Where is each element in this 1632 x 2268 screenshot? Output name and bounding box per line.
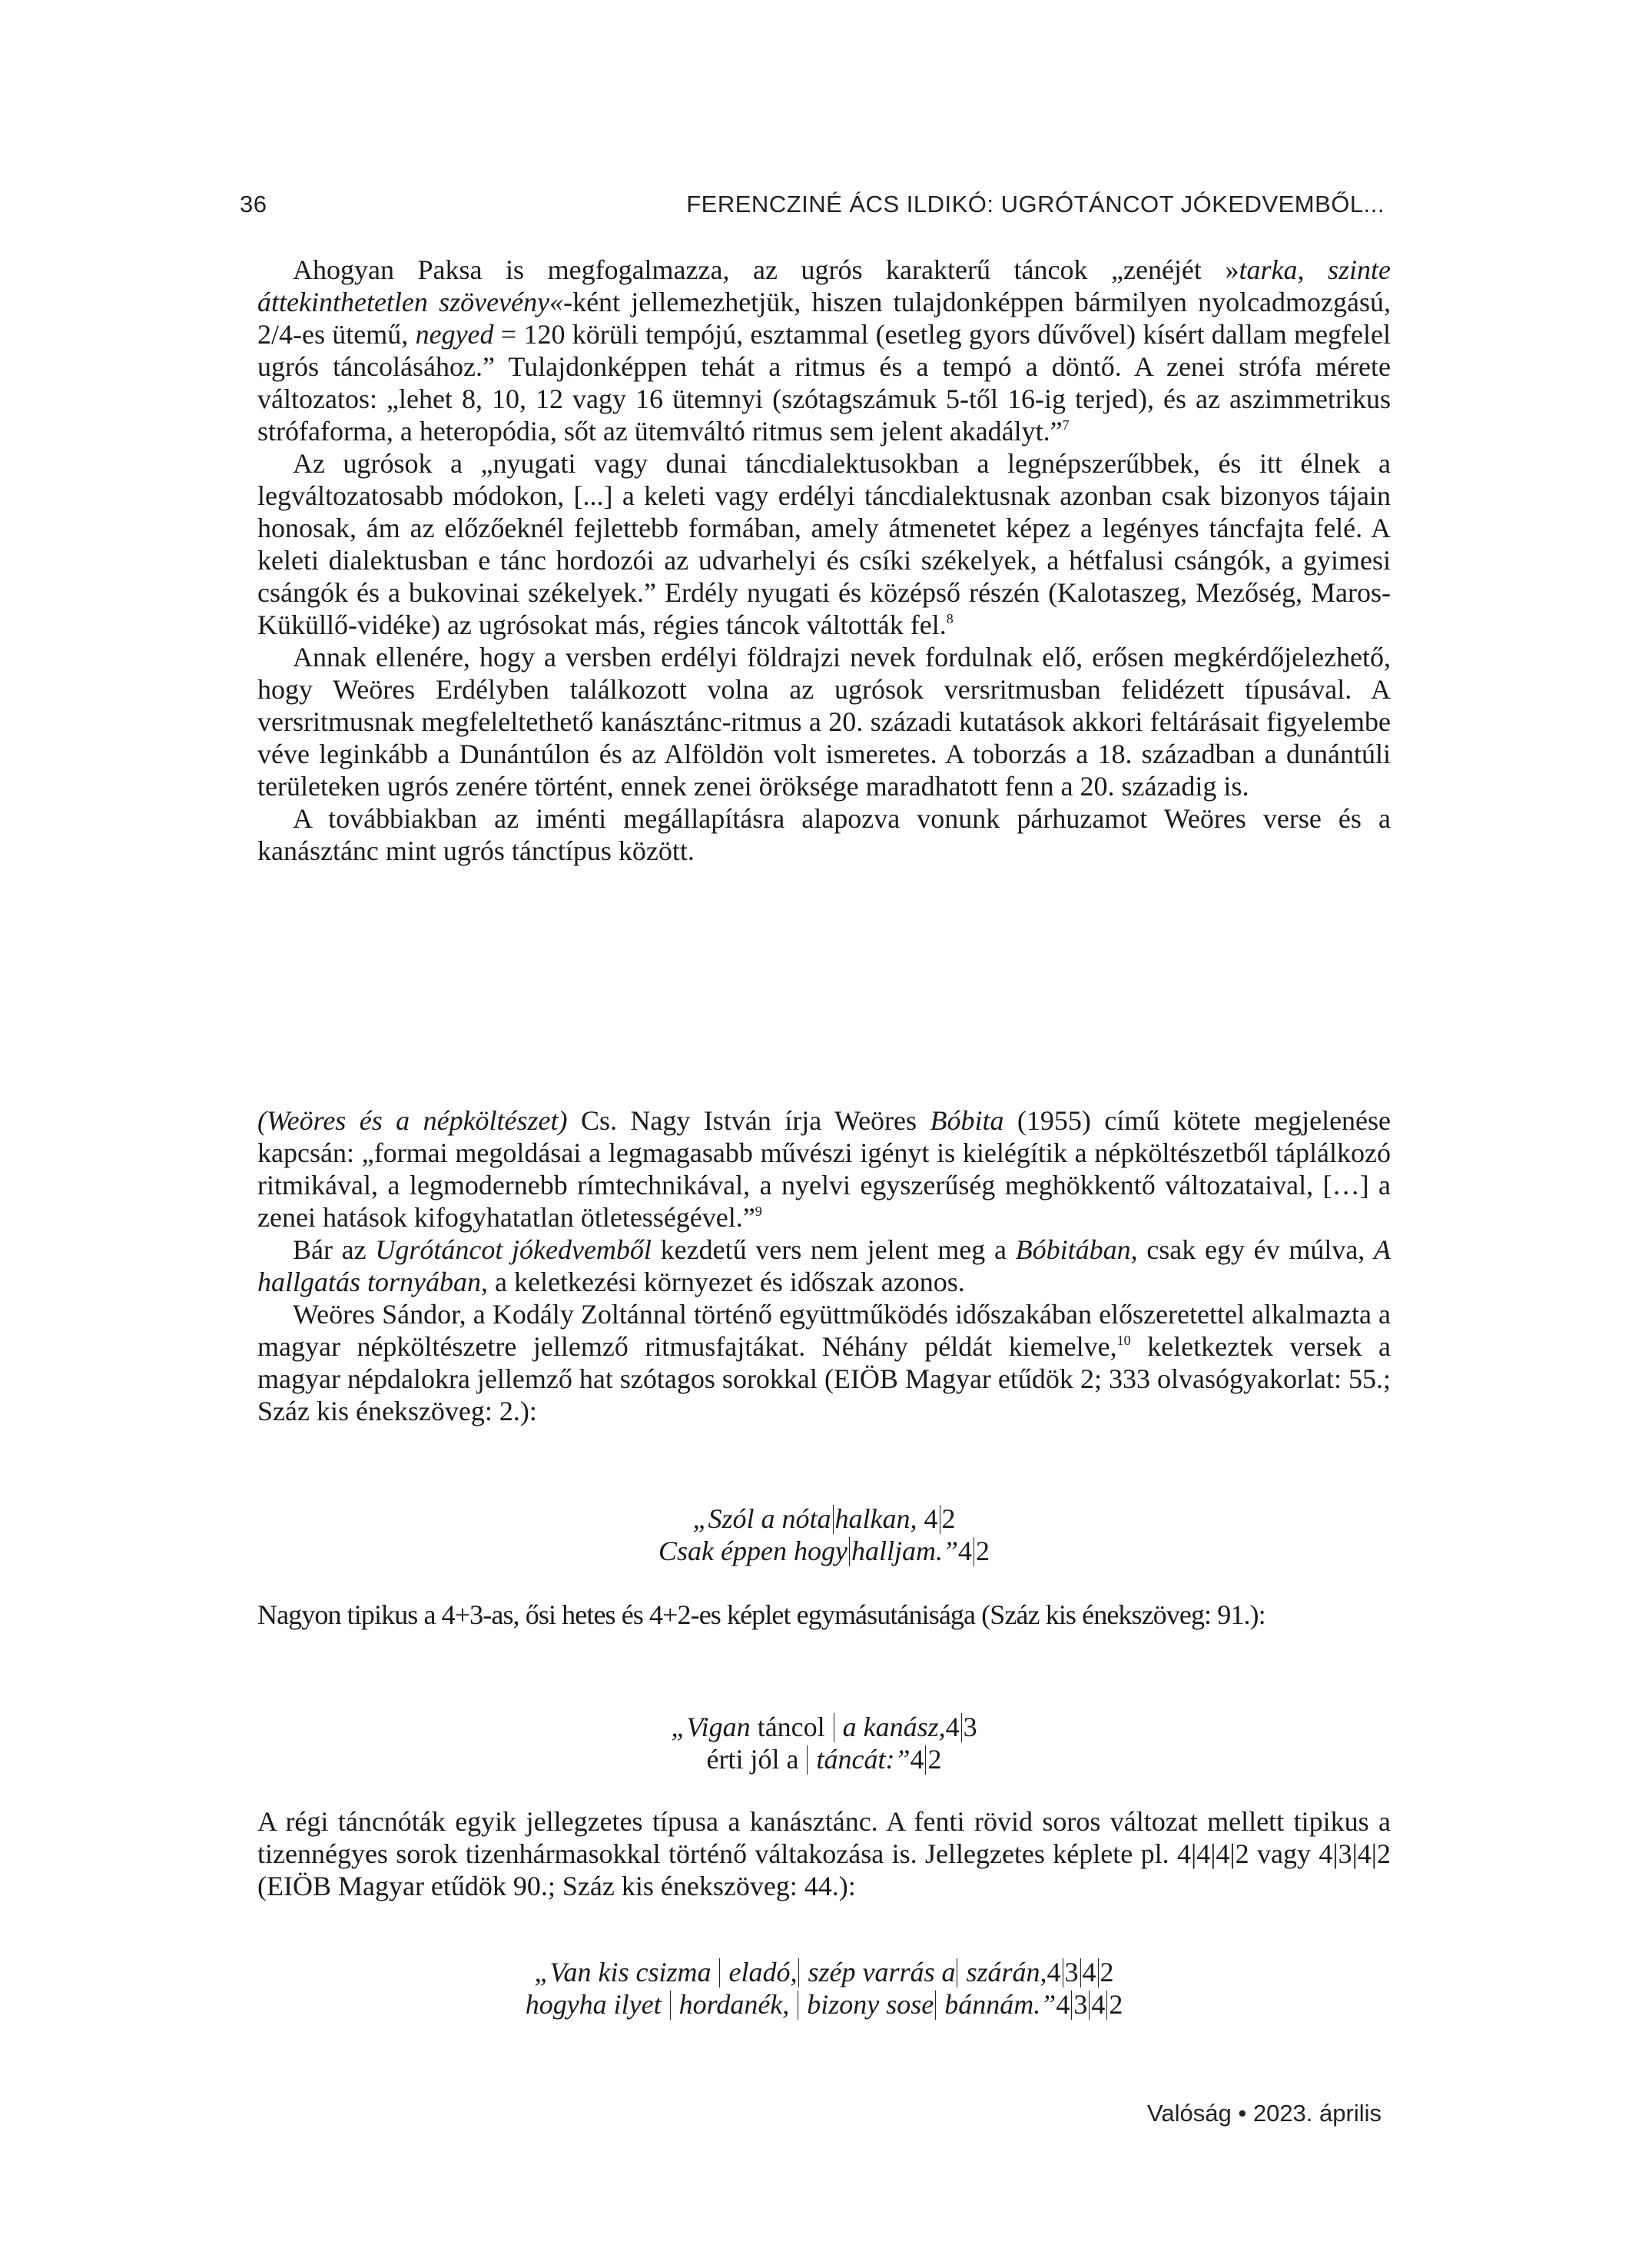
text: A régi táncnóták egyik jellegzetes típusa a kanásztánc. A fenti rövid soros változat mellett tipikus a tizennégyes sorok tizenhármasokkal történő váltakozása is. Jellegzetes képlete pl. 4|4|4|2 vagy 4|3|4|2 (EIÖB Magyar etűdök 90.; Száz kis énekszöveg: 44.): — [257, 1806, 1391, 1901]
book-title: Bóbita — [930, 1105, 1004, 1136]
text: Annak ellenére, hogy a versben erdélyi földrajzi nevek fordulnak elő, erősen megkérdőjelezhető, hogy Weöres Erdélyben találkozott volna az ugrósok versritmusban felidézett típusával. A versritmusnak megfeleltethető kanásztánc-ritmus a 20. századi kutatások akkori feltárásait figyelembe véve leginkább a Dunántúlon és az Alföldön volt ismeretes. A toborzás a 18. században a dunántúli területeken ugrós zenére történt, ennek zenei öröksége maradhatott fenn a 20. századig is. — [257, 642, 1391, 802]
paragraph-2 — [257, 447, 1391, 641]
verse-text: hogyha ilyet — [525, 1989, 668, 2020]
verse-text: szárán, — [959, 1957, 1047, 1987]
verse-text: halljam.” — [851, 1536, 958, 1566]
meter-divider — [1080, 1958, 1081, 1987]
verse-example-3 — [257, 1956, 1391, 2021]
text: , csak egy év múlva, — [1130, 1234, 1375, 1265]
footnote-ref: 10 — [1116, 1333, 1131, 1348]
meter-number: 4 — [1047, 1957, 1061, 1987]
verse-line — [257, 1535, 1391, 1567]
verse-text: hordanék, — [672, 1989, 797, 2020]
meter-number: 4 — [1082, 1957, 1096, 1987]
quote-italic: tarka, szinte áttekinthetetlen szövevény« — [257, 254, 1391, 317]
verse-text: „Van kis csizma — [534, 1957, 718, 1987]
meter-number: 2 — [1109, 1989, 1123, 2020]
page-number: 36 — [240, 191, 267, 218]
verse-text: a kanász, — [835, 1712, 946, 1742]
paragraph-9 — [257, 1805, 1391, 1902]
book-title: A hallgatás tornyában — [257, 1234, 1392, 1297]
meter-divider — [925, 1745, 926, 1775]
meter-divider — [1098, 1958, 1099, 1987]
verse-text: bánnám.” — [937, 1989, 1056, 2020]
meter-number: 3 — [1073, 1989, 1088, 2020]
paragraph-4 — [257, 802, 1391, 867]
meter-number: 2 — [975, 1536, 990, 1566]
verse-line — [257, 1711, 1391, 1743]
meter-divider — [833, 1505, 834, 1534]
article-body-part1 — [257, 254, 1391, 867]
verse-text: eladó, — [721, 1957, 798, 1987]
footnote-ref: 9 — [755, 1204, 762, 1219]
meter-divider — [807, 1745, 808, 1775]
journal-footer: Valóság • 2023. április — [1147, 2100, 1382, 2127]
verse-line — [257, 1988, 1391, 2021]
text: Ahogyan Paksa is megfogalmazza, az ugrós karakterű táncok „zenéjét » — [293, 254, 1239, 285]
poem-title: Ugrótáncot jókedvemből — [375, 1234, 652, 1265]
running-title: FERENCZINÉ ÁCS ILDIKÓ: UGRÓTÁNCOT JÓKEDVEMBŐL... — [686, 191, 1385, 218]
text: (1955) című kötete megjelenése kapcsán: „formai megoldásai a legmagasabb művészi igényt is kielégítik a népköltészetből táplálkozó ritmikával, a legmodernebb rímtechnikával, a nyelvi egyszerűség meghökkentő változataival, […] a zenei hatások kifogyhatatlan ötletességével.” — [257, 1105, 1392, 1233]
meter-divider — [849, 1537, 850, 1566]
text: Nagyon tipikus a 4+3-as, ősi hetes és 4+2-es képlet egymásutánisága (Száz kis énekszöveg: 91.): — [257, 1599, 1265, 1630]
verse-text: táncát:” — [809, 1744, 911, 1775]
paragraph-6 — [257, 1234, 1391, 1298]
text: Cs. Nagy István írja Weöres — [567, 1105, 930, 1136]
book-title: Bóbitában — [1015, 1234, 1131, 1265]
meter-divider — [798, 1958, 799, 1987]
verse-text: halkan, — [834, 1503, 917, 1534]
text: -ként jellemezhetjük, hiszen tulajdonképpen bármilyen nyolcadmozgású, 2/4-es ütemű, — [257, 287, 1391, 350]
meter-number: 4 — [917, 1503, 938, 1534]
paragraph-8 — [257, 1599, 1391, 1631]
footnote-ref: 8 — [946, 611, 954, 626]
verse-text: „Szól a nóta — [692, 1503, 831, 1534]
text: Weöres Sándor, a Kodály Zoltánnal történő együttműködés időszakában előszeretettel alkalmazta a magyar népköltészetre jellemző ritmusfajtákat. Néhány példát kiemelve, — [257, 1299, 1391, 1362]
text: A továbbiakban az iménti megállapításra alapozva vonunk párhuzamot Weöres verse és a kanásztánc mint ugrós tánctípus között. — [257, 803, 1391, 866]
verse-example-1 — [257, 1503, 1391, 1567]
text: keletkeztek versek a magyar népdalokra jellemző hat szótagos sorokkal (EIÖB Magyar etűdök 2; 333 olvasógyakorlat: 55.; Száz kis énekszöveg: 2.): — [257, 1331, 1391, 1426]
verse-text: bizony sose — [800, 1989, 934, 2020]
meter-divider — [1106, 1991, 1107, 2020]
paragraph-1 — [257, 254, 1391, 447]
meter-divider — [670, 1991, 671, 2020]
verse-text: „Vigan — [671, 1712, 751, 1742]
paragraph-5-section — [257, 1104, 1391, 1234]
meter-number: 4 — [1091, 1989, 1106, 2020]
verse-line — [257, 1956, 1391, 1988]
verse-example-2 — [257, 1711, 1391, 1775]
text: Bár az — [293, 1234, 376, 1265]
meter-number: 4 — [1056, 1989, 1070, 2020]
verse-line — [257, 1503, 1391, 1535]
meter-divider — [1071, 1991, 1072, 2020]
meter-number: 2 — [941, 1503, 956, 1534]
meter-number: 3 — [1064, 1957, 1079, 1987]
meter-divider — [935, 1991, 936, 2020]
verse-line — [257, 1743, 1391, 1775]
paragraph-9-text — [257, 1805, 1391, 1902]
section-heading: (Weöres és a népköltészet) — [257, 1105, 568, 1136]
paragraph-8-text — [257, 1599, 1391, 1631]
meter-divider — [961, 1713, 962, 1742]
text: Az ugrósok a „nyugati vagy dunai táncdialektusokban a legnépszerűbbek, és itt élnek a legváltozatosabb módokon, [...] a keleti vagy erdélyi táncdialektusnak azonban csak bizonyos tájain honosak, ám az előzőeknél fejlettebb formában, amely átmenetet képez a legényes táncfajta felé. A keleti dialektusban e tánc hordozói az udvarhelyi és csíki székelyek, a hétfalusi csángók, a gyimesi csángók és a bukovinai székelyek.” Erdély nyugati és középső részén (Kalotaszeg, Mezőség, Maros-Küküllő-vidéke) az ugrósokat más, régies táncok váltották fel. — [257, 448, 1391, 640]
meter-number: 3 — [963, 1712, 977, 1742]
article-body-part2 — [257, 1104, 1391, 1427]
term-italic: negyed — [415, 319, 494, 350]
verse-text: szép varrás a — [801, 1957, 956, 1987]
meter-number: 2 — [1100, 1957, 1114, 1987]
meter-divider — [719, 1958, 720, 1987]
text: , a keletkezési környezet és időszak azonos. — [481, 1267, 965, 1297]
paragraph-7 — [257, 1298, 1391, 1427]
text: kezdetű vers nem jelent meg a — [651, 1234, 1016, 1265]
meter-divider — [1089, 1991, 1090, 2020]
text: = 120 körüli tempójú, esztammal (esetleg gyors dűvővel) kísért dallam megfelel ugrós táncolásához.” Tulajdonképpen tehát a ritmus és a tempó a döntő. A zenei strófa mérete változatos: „lehet 8, 10, 12 vagy 16 ütemnyi (szótagszámuk 5-től 16-ig terjed), és az aszimmetrikus strófaforma, a heteropódia, sőt az ütemváltó ritmus sem jelent akadályt.” — [257, 319, 1391, 447]
meter-number: 4 — [957, 1536, 972, 1566]
meter-number: 4 — [945, 1712, 960, 1742]
meter-number: 2 — [927, 1744, 942, 1775]
verse-text: érti jól a — [706, 1744, 806, 1775]
footnote-ref: 7 — [1062, 417, 1070, 433]
paragraph-3 — [257, 641, 1391, 802]
verse-text: Csak éppen hogy — [658, 1536, 848, 1566]
verse-text: táncol — [750, 1712, 832, 1742]
meter-number: 4 — [910, 1744, 924, 1775]
